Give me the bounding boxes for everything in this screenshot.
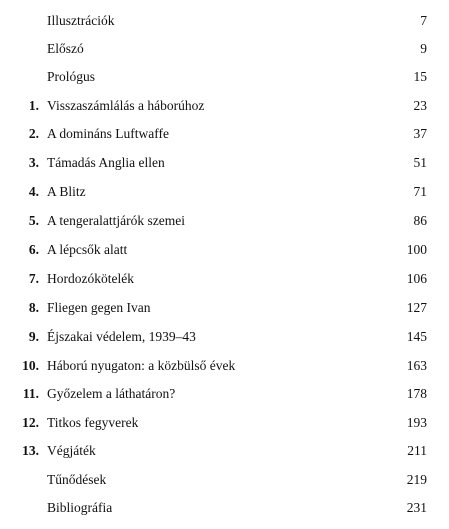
toc-entry-number: 8.: [28, 300, 39, 315]
toc-entry-title: Prológus: [47, 69, 96, 84]
toc-entry-number: 2.: [28, 126, 39, 141]
toc-entry-page: 100: [406, 242, 427, 257]
toc-entry-chapter-13: [0, 441, 449, 461]
toc-entry-chapter-6: [0, 240, 449, 260]
toc-entry-page: 127: [406, 300, 427, 315]
toc-entry-chapter-11: [0, 384, 449, 404]
toc-entry-number: 7.: [28, 271, 39, 286]
toc-entry-title: A domináns Luftwaffe: [47, 126, 169, 141]
toc-entry-chapter-12: [0, 413, 449, 433]
toc-entry-page: 37: [413, 126, 427, 141]
toc-entry-eloszo: [0, 39, 449, 59]
toc-entry-page: 178: [406, 386, 427, 401]
toc-entry-title: Titkos fegyverek: [47, 415, 139, 430]
toc-entry-page: 193: [406, 415, 427, 430]
toc-entry-title: Illusztrációk: [47, 13, 115, 28]
toc-entry-number: 13.: [22, 443, 39, 458]
toc-entry-prologus: [0, 67, 449, 87]
toc-entry-title: Hordozókötelék: [47, 271, 134, 286]
toc-entry-number: 9.: [28, 329, 39, 344]
toc-entry-title: Tűnődések: [47, 472, 107, 487]
toc-entry-page: 71: [413, 184, 427, 199]
toc-entry-title: Háború nyugaton: a közbülső évek: [47, 358, 236, 373]
toc-entry-chapter-1: [0, 96, 449, 116]
toc-entry-chapter-5: [0, 211, 449, 231]
toc-entry-title: Végjáték: [47, 443, 96, 458]
toc-entry-page: 15: [413, 69, 427, 84]
toc-entry-page: 9: [420, 41, 427, 56]
toc-entry-number: 11.: [22, 386, 39, 401]
toc-entry-title: A lépcsők alatt: [47, 242, 128, 257]
toc-entry-title: A tengeralattjárók szemei: [47, 213, 185, 228]
toc-entry-title: Támadás Anglia ellen: [47, 155, 165, 170]
toc-entry-page: 219: [406, 472, 427, 487]
toc-entry-page: 163: [406, 358, 427, 373]
toc-entry-chapter-3: [0, 153, 449, 173]
toc-entry-title: Bibliográfia: [47, 500, 113, 515]
toc-entry-number: 4.: [28, 184, 39, 199]
toc-entry-page: 51: [413, 155, 427, 170]
toc-entry-chapter-10: [0, 356, 449, 376]
toc-entry-page: 86: [413, 213, 427, 228]
toc-entry-page: 231: [406, 500, 427, 515]
toc-entry-number: 5.: [28, 213, 39, 228]
toc-entry-page: 106: [406, 271, 427, 286]
toc-entry-page: 145: [406, 329, 427, 344]
toc-entry-chapter-7: [0, 269, 449, 289]
toc-entry-number: 1.: [28, 98, 39, 113]
toc-entry-chapter-2: [0, 124, 449, 144]
toc-entry-title: Visszaszámlálás a háborúhoz: [47, 98, 205, 113]
toc-entry-tunodesek: [0, 470, 449, 490]
toc-entry-page: 211: [407, 443, 427, 458]
toc-entry-number: 10.: [22, 358, 39, 373]
toc-entry-title: Előszó: [47, 41, 84, 56]
toc-entry-chapter-9: [0, 327, 449, 347]
toc-entry-number: 6.: [28, 242, 39, 257]
toc-entry-chapter-8: [0, 298, 449, 318]
toc-entry-title: Fliegen gegen Ivan: [47, 300, 151, 315]
toc-entry-title: Győzelem a láthatáron?: [47, 386, 176, 401]
toc-entry-number: 12.: [22, 415, 39, 430]
toc-entry-title: A Blitz: [47, 184, 86, 199]
toc-entry-bibliografia: [0, 498, 449, 518]
toc-entry-title: Éjszakai védelem, 1939–43: [47, 329, 196, 344]
toc-entry-illusztraciok: [0, 11, 449, 31]
toc-entry-chapter-4: [0, 182, 449, 202]
toc-entry-page: 23: [413, 98, 427, 113]
toc-entry-page: 7: [420, 13, 427, 28]
toc-entry-number: 3.: [28, 155, 39, 170]
